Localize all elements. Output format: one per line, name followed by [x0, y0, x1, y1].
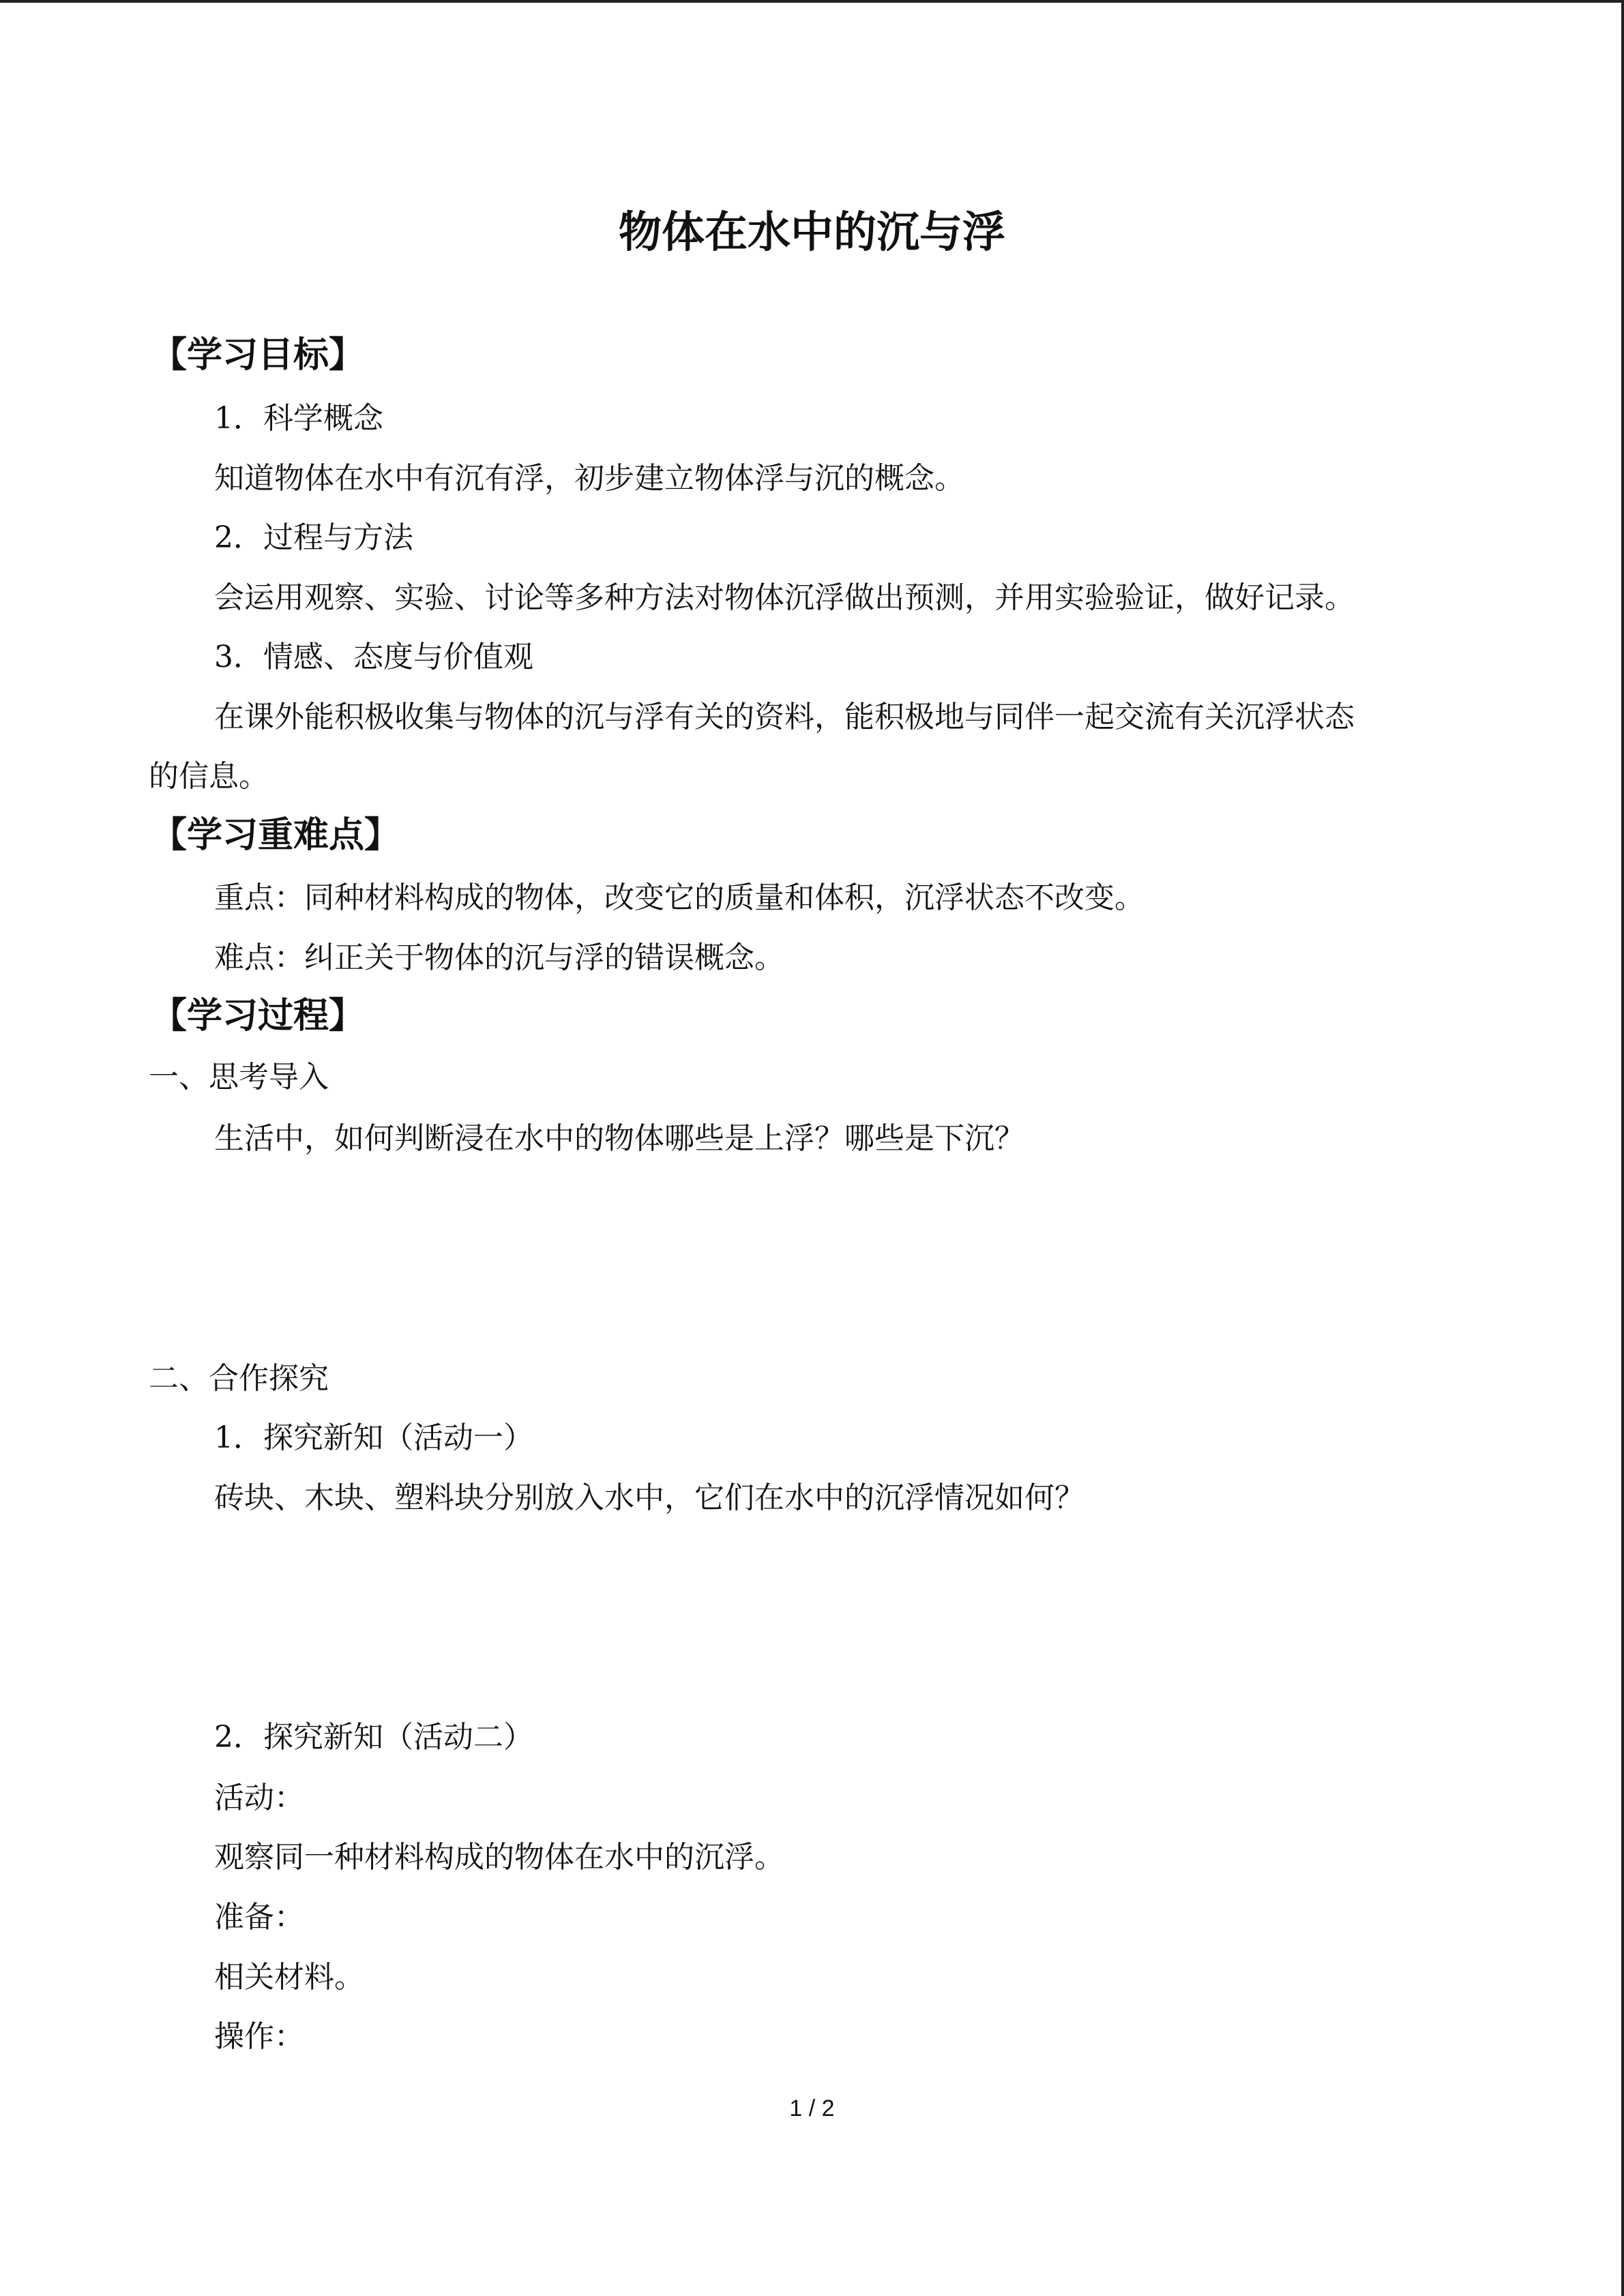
goal-3-text-line2: 的信息。 — [149, 759, 269, 794]
page-border-right — [1621, 0, 1624, 2296]
section-heading-goals: 【学习目标】 — [151, 335, 365, 376]
prepare-text: 相关材料。 — [214, 1960, 364, 1995]
difficulty-text: 难点：纠正关于物体的沉与浮的错误概念。 — [214, 940, 784, 975]
part-1-title: 一、思考导入 — [149, 1060, 329, 1094]
operate-label: 操作： — [214, 2019, 304, 2054]
goal-2-title: 2．过程与方法 — [214, 520, 413, 555]
page-indicator: 1 / 2 — [789, 2096, 835, 2121]
part-1-text: 生活中，如何判断浸在水中的物体哪些是上浮？哪些是下沉？ — [214, 1121, 1024, 1156]
activity-1-text: 砖块、木块、塑料块分别放入水中，它们在水中的沉浮情况如何？ — [214, 1480, 1084, 1515]
activity-2-title: 2．探究新知（活动二） — [214, 1720, 533, 1755]
key-point-text: 重点：同种材料构成的物体，改变它的质量和体积，沉浮状态不改变。 — [214, 880, 1145, 915]
section-heading-process: 【学习过程】 — [151, 996, 365, 1037]
goal-3-title: 3．情感、态度与价值观 — [214, 640, 533, 674]
prepare-label: 准备： — [214, 1900, 304, 1935]
goal-2-text: 会运用观察、实验、讨论等多种方法对物体沉浮做出预测，并用实验验证，做好记录。 — [214, 580, 1355, 615]
goal-3-text-line1: 在课外能积极收集与物体的沉与浮有关的资料，能积极地与同伴一起交流有关沉浮状态 — [214, 700, 1355, 734]
activity-1-title: 1．探究新知（活动一） — [214, 1420, 533, 1455]
part-2-title: 二、合作探究 — [149, 1361, 329, 1396]
activity-label: 活动： — [214, 1780, 304, 1815]
goal-1-title: 1．科学概念 — [214, 401, 383, 436]
goal-1-text: 知道物体在水中有沉有浮，初步建立物体浮与沉的概念。 — [214, 461, 964, 496]
section-heading-key-points: 【学习重难点】 — [151, 815, 400, 856]
activity-text: 观察同一种材料构成的物体在水中的沉浮。 — [214, 1840, 784, 1875]
page-border-top — [0, 0, 1624, 3]
document-title: 物体在水中的沉与浮 — [619, 207, 1005, 257]
